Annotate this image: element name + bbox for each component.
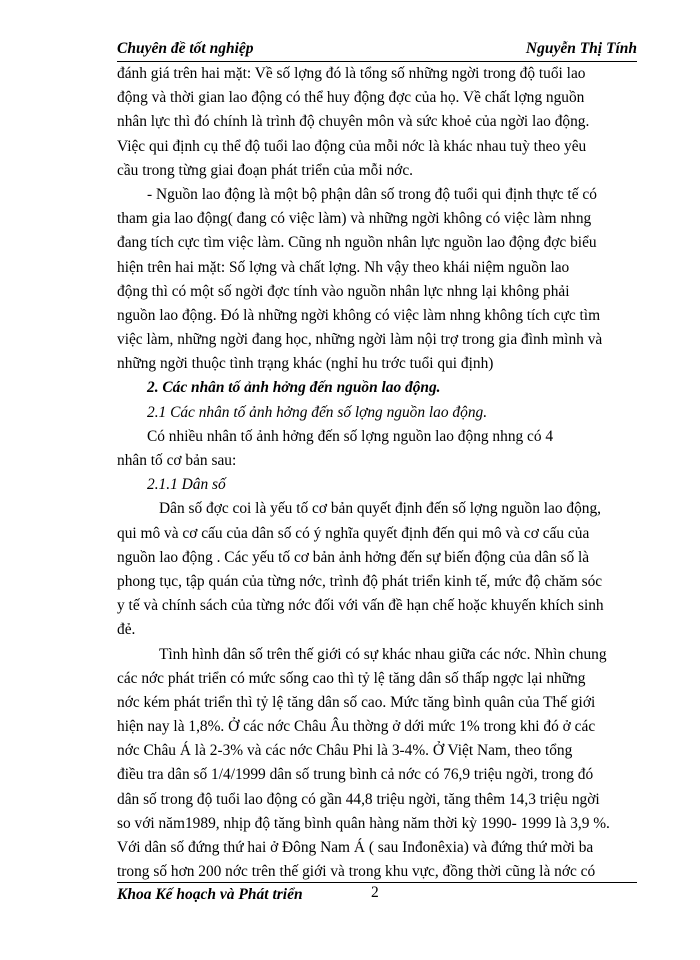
page-number: 2 [371, 884, 379, 901]
subsection-heading: 2.1 Các nhân tố ảnh hởng đến số lợng nguồn lao động. [147, 403, 488, 421]
text-line: Với dân số đứng thứ hai ở Đông Nam Á ( sau Inđonêxia) và đứng thứ mời ba [117, 839, 594, 856]
header-author: Nguyễn Thị Tính [525, 40, 637, 57]
section-heading: 2. Các nhân tố ảnh hởng đến nguồn lao động. [147, 379, 441, 397]
text-line: nguồn lao động. Đó là những ngời không có việc làm nhng không tích cực tìm [117, 306, 601, 324]
text-line: điều tra dân số 1/4/1999 dân số trung bình cả nớc có 76,9 triệu ngời, trong đó [117, 766, 594, 784]
text-line: so với năm1989, nhịp độ tăng bình quân hàng năm thời kỳ 1990- 1999 là 3,9 %. [117, 814, 610, 832]
text-line: tham gia lao động( đang có việc làm) và những ngời không có việc làm nhng [117, 210, 592, 228]
text-line: hiện trên hai mặt: Số lợng và chất lợng. Nh vậy theo khái niệm nguồn lao [117, 258, 570, 276]
text-line: Tình hình dân số trên thế giới có sự khác nhau giữa các nớc. Nhìn chung [159, 645, 607, 663]
text-line: cầu trong từng giai đoạn phát triển của mỗi nớc. [117, 161, 413, 179]
text-line: Có nhiều nhân tố ảnh hởng đến số lợng nguồn lao động nhng có 4 [147, 427, 554, 445]
header-title: Chuyên đề tốt nghiệp [117, 40, 254, 57]
text-line: hiện nay là 1,8%. Ở các nớc Châu Âu thờng ở dới mức 1% trong khi đó ở các [117, 718, 596, 736]
text-line: các nớc phát triển có mức sống cao thì tỷ lệ tăng dân số thấp ngợc lại những [117, 669, 586, 687]
text-line: y tế và chính sách của từng nớc đối với vấn đề hạn chế hoặc khuyến khích sinh [117, 597, 604, 615]
text-line: trong số hơn 200 nớc trên thế giới và trong khu vực, đồng thời cũng là nớc có [117, 863, 596, 881]
text-line: dân số trong độ tuổi lao động có gần 44,8 triệu ngời, tăng thêm 14,3 triệu ngời [117, 790, 600, 808]
text-line: đánh giá trên hai mặt: Về số lợng đó là tổng số những ngời trong độ tuổi lao [117, 65, 586, 82]
text-line: Dân số đợc coi là yếu tố cơ bản quyết định đến số lợng nguồn lao động, [159, 500, 602, 518]
document-body [117, 62, 637, 884]
footer-rule [117, 882, 637, 883]
page-footer [117, 886, 637, 906]
text-line: nhân tố cơ bản sau: [117, 452, 237, 469]
text-line: động và thời gian lao động có thể huy động đợc của họ. Về chất lợng nguồn [117, 89, 585, 107]
text-line: đẻ. [117, 621, 136, 639]
page-header [117, 40, 637, 60]
text-line: động thì có một số ngời đợc tính vào nguồn nhân lực nhng lại không phải [117, 282, 570, 300]
text-line: nhân lực thì đó chính là trình độ chuyên môn và sức khoẻ của ngời lao động. [117, 113, 590, 131]
text-line: Việc qui định cụ thể độ tuổi lao động của mỗi nớc là khác nhau tuỳ theo yêu [117, 137, 587, 155]
subsection-heading: 2.1.1 Dân số [147, 476, 226, 494]
text-line: - Nguồn lao động là một bộ phận dân số trong độ tuổi qui định thực tế có [147, 185, 597, 203]
text-line: qui mô và cơ cấu của dân số có ý nghĩa quyết định đến qui mô và cơ cấu của [117, 524, 590, 542]
text-line: những ngời thuộc tình trạng khác (nghỉ hu trớc tuổi qui định) [117, 355, 494, 373]
text-line: nớc kém phát triển thì tỷ lệ tăng dân số cao. Mức tăng bình quân của Thế giới [117, 693, 596, 711]
text-line: đang tích cực tìm việc làm. Cũng nh nguồn nhân lực nguồn lao động đợc biểu [117, 234, 597, 252]
text-line: nguồn lao động . Các yếu tố cơ bản ảnh hởng đến sự biến động của dân số là [117, 548, 590, 566]
text-line: nớc Châu Á là 2-3% và các nớc Châu Phi là 3-4%. Ở Việt Nam, theo tổng [117, 742, 573, 760]
text-line: việc làm, những ngời đang học, những ngời làm nội trợ trong gia đình mình và [117, 331, 603, 349]
text-line: phong tục, tập quán của từng nớc, trình độ phát triển kinh tế, mức độ chăm sóc [117, 572, 603, 590]
footer-faculty: Khoa Kế hoạch và Phát triển [117, 886, 303, 903]
